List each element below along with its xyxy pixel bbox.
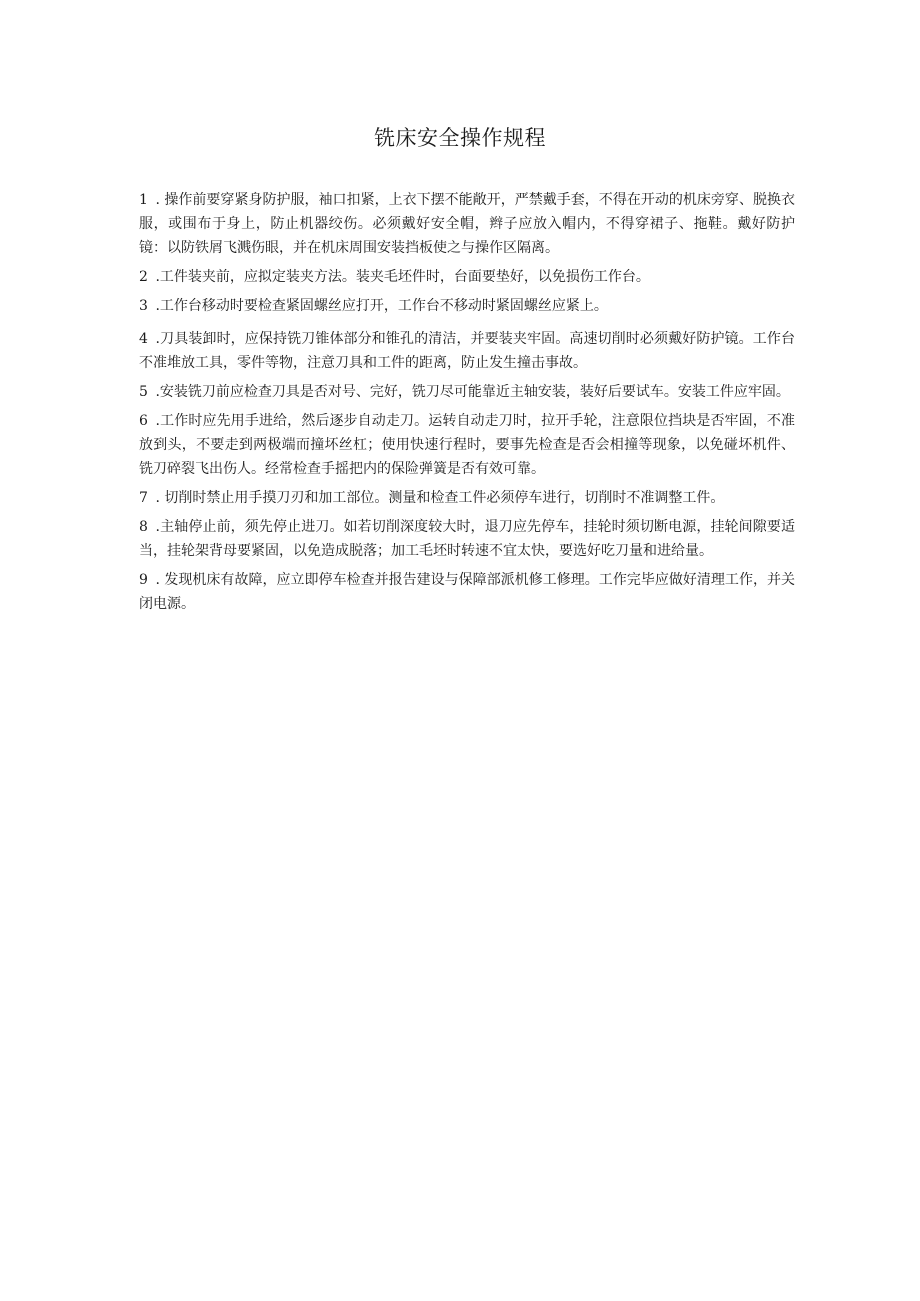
rules-list	[139, 188, 795, 621]
rule-text: . 操作前要穿紧身防护服，袖口扣紧，上衣下摆不能敞开，严禁戴手套，不得在开动的机床旁穿、脱换衣服，或围布于身上，防止机器绞伤。必须戴好安全帽，辫子应放入帽内，不得穿裙子、拖鞋。戴好防护镜：以防铁屑飞溅伤眼，并在机床周围安装挡板使之与操作区隔离。	[139, 192, 795, 256]
rule-number: 2	[139, 269, 148, 285]
rule-number: 8	[139, 519, 148, 535]
rule-number: 4	[139, 331, 148, 347]
rule-number: 1	[139, 192, 148, 208]
rule-item-2	[139, 265, 795, 289]
rule-text: .工作时应先用手进给，然后逐步自动走刀。运转自动走刀时，拉开手轮，注意限位挡块是否牢固，不准放到头，不要走到两极端而撞坏丝杠；使用快速行程时，要事先检查是否会相撞等现象，以免碰坏机件、铣刀碎裂飞出伤人。经常检查手摇把内的保险弹簧是否有效可靠。	[139, 413, 795, 477]
rule-number: 9	[139, 572, 148, 588]
rule-text: .工件装夹前，应拟定装夹方法。装夹毛坯件时，台面要垫好，以免损伤工作台。	[151, 269, 650, 285]
rule-text: .安装铣刀前应检查刀具是否对号、完好，铣刀尽可能靠近主轴安装，装好后要试车。安装工件应牢固。	[151, 384, 790, 400]
rule-text: .工作台移动时要检查紧固螺丝应打开，工作台不移动时紧固螺丝应紧上。	[151, 298, 608, 314]
rule-text: . 发现机床有故障，应立即停车检查并报告建设与保障部派机修工修理。工作完毕应做好清理工作，并关闭电源。	[139, 572, 795, 612]
rule-number: 7	[139, 490, 148, 506]
rule-item-7	[139, 486, 795, 510]
rule-text: .主轴停止前，须先停止进刀。如若切削深度较大时，退刀应先停车，挂轮时须切断电源，挂轮间隙要适当，挂轮架背母要紧固，以免造成脱落；加工毛坯时转速不宜太快，要选好吃刀量和进给量。	[139, 519, 795, 559]
rule-text: .刀具装卸时，应保持铣刀锥体部分和锥孔的清洁，并要装夹牢固。高速切削时必须戴好防护镜。工作台不准堆放工具，零件等物，注意刀具和工件的距离，防止发生撞击事故。	[139, 331, 795, 371]
document-title: 铣床安全操作规程	[374, 126, 546, 150]
rule-item-6	[139, 409, 795, 481]
rule-item-1	[139, 188, 795, 260]
rule-item-4	[139, 327, 795, 375]
rule-text: . 切削时禁止用手摸刀刃和加工部位。测量和检查工件必须停车进行，切削时不准调整工件。	[151, 490, 725, 506]
rule-number: 5	[139, 384, 148, 400]
rule-number: 3	[139, 298, 148, 314]
rule-item-9	[139, 568, 795, 616]
rule-item-3	[139, 294, 795, 318]
rule-item-5	[139, 380, 795, 404]
rule-item-8	[139, 515, 795, 563]
rule-number: 6	[139, 413, 148, 429]
